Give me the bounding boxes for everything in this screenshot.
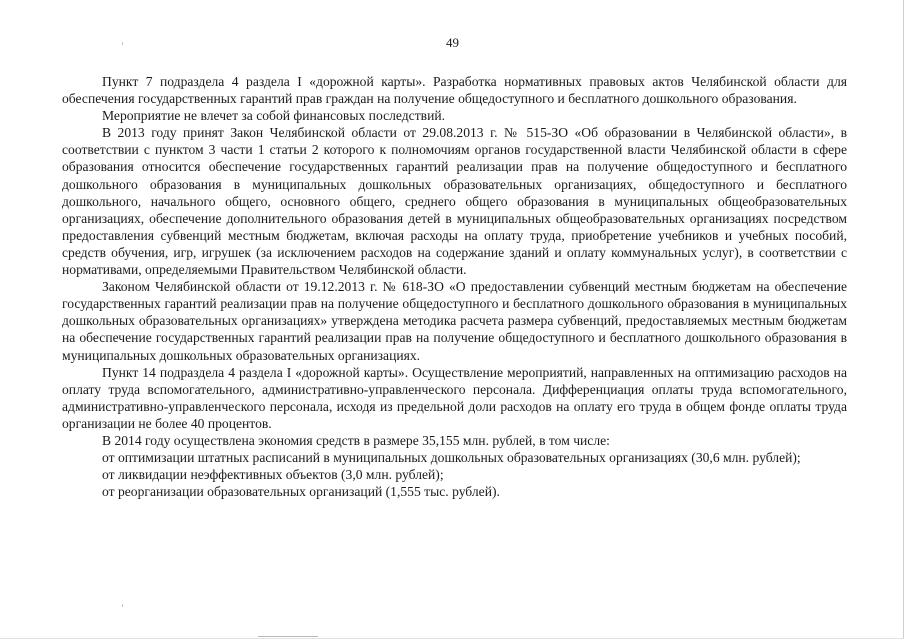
list-item-liquidation: от ликвидации неэффективных объектов (3,0 млн. рублей); <box>102 467 444 483</box>
list-item-reorganization: от реорганизации образовательных организаций (1,555 тыс. рублей). <box>102 484 500 500</box>
paragraph-no-financial-consequences: Мероприятие не влечет за собой финансовых последствий. <box>102 108 446 124</box>
paragraph-roadmap-item-14: Пункт 14 подраздела 4 раздела I «дорожной карты». Осуществление мероприятий, направленных на оптимизацию расходов на оплату труда вспомогательного, административно-управленческого персонала. Дифференциация оплаты труда вспомогательного, административно-управленческого персонала, исходя из предельной доли расходов на оплату его труда в общем фонде оплаты труда организации не более 40 процентов. <box>62 364 847 431</box>
paragraph-law-618: Законом Челябинской области от 19.12.2013 г. № 618-ЗО «О предоставлении субвенций местным бюджетам на обеспечение государственных гарантий реализации прав на получение общедоступного и бесплатного дошкольного образования в муниципальных дошкольных образовательных организациях» утверждена методика расчета размера субвенций, предоставляемых местным бюджетам на обеспечение государственных гарантий реализации прав на получение общедоступного и бесплатного дошкольного образования в муниципальных дошкольных образовательных организациях. <box>62 279 847 363</box>
paragraph-savings-2014: В 2014 году осуществлена экономия средств в размере 35,155 млн. рублей, в том числе: <box>102 432 610 448</box>
paragraph-roadmap-item-7: Пункт 7 подраздела 4 раздела I «дорожной карты». Разработка нормативных правовых актов Челябинской области для обеспечения государственных гарантий прав граждан на получение общедоступного и бесплатного дошкольного образования. <box>62 74 847 107</box>
list-item-staff-optimization: от оптимизации штатных расписаний в муниципальных дошкольных образовательных организациях (30,6 млн. рублей); <box>102 450 801 466</box>
page-number: 49 <box>446 35 459 50</box>
scan-artifact <box>122 42 123 45</box>
document-body <box>62 73 847 500</box>
paragraph-law-515: В 2013 году принят Закон Челябинской области от 29.08.2013 г. № 515-ЗО «Об образовании в Челябинской области», в соответствии с пунктом 3 части 1 статьи 2 которого к полномочиям органов государственной власти Челябинской области в сфере образования относится обеспечение государственных гарантий реализации прав на получение общедоступного и бесплатного дошкольного образования в муниципальных дошкольных образовательных организациях, общедоступного и бесплатного дошкольного, начального общего, основного общего, среднего общего образования в муниципальных общеобразовательных организациях, обеспечение дополнительного образования детей в муниципальных общеобразовательных организациях посредством предоставления субвенций местным бюджетам, включая расходы на оплату труда, приобретение учебников и учебных пособий, средств обучения, игр, игрушек (за исключением расходов на содержание зданий и оплату коммунальных услуг), в соответствии с нормативами, определяемыми Правительством Челябинской области. <box>62 125 847 278</box>
scan-artifact <box>122 604 123 607</box>
scan-artifact <box>258 636 318 637</box>
